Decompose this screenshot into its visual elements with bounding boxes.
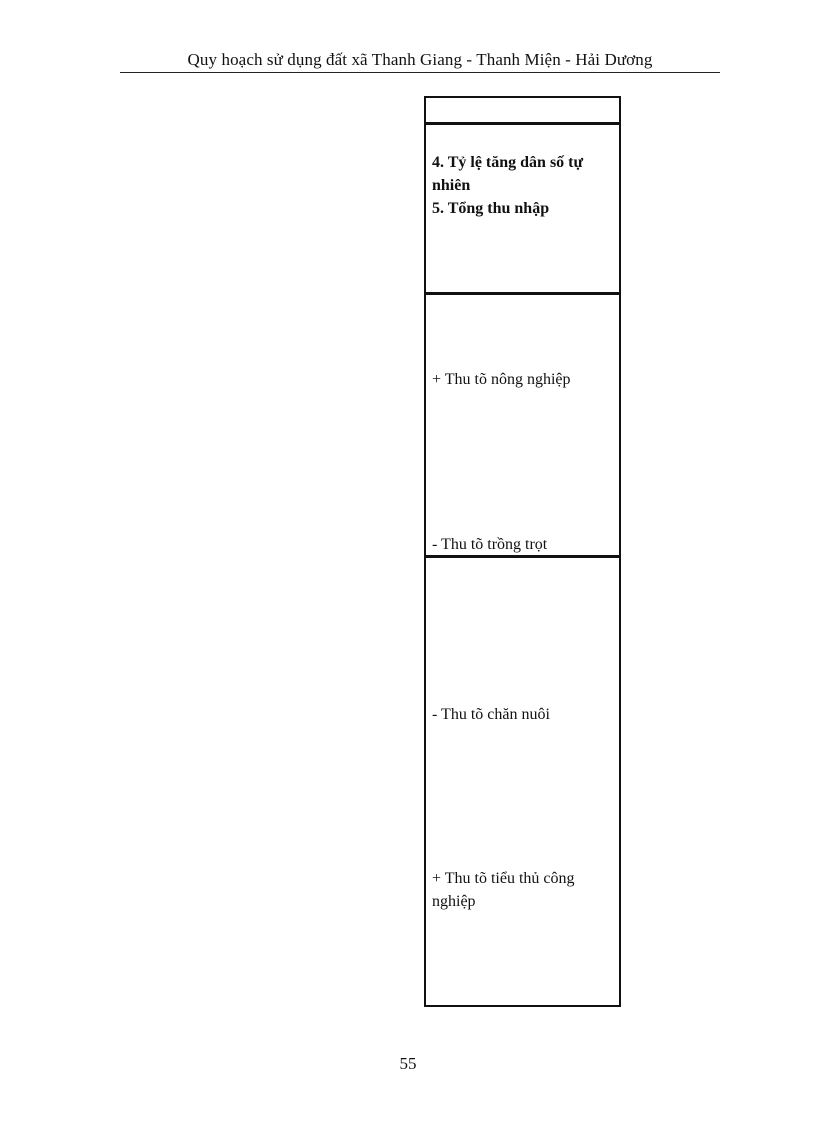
table-cell-handicraft-income: + Thu tõ tiểu thủ công nghiệp [432, 870, 575, 910]
table-cell-population-growth: 4. Tỷ lệ tăng dân số tự nhiên [432, 154, 584, 194]
table-header-divider [424, 122, 621, 125]
page-header-title: Quy hoạch sử dụng đất xã Thanh Giang - Thanh Miện - Hải Dương [120, 48, 720, 73]
page-number: 55 [399, 1054, 417, 1073]
table-cell-livestock-income: - Thu tõ chăn nuôi [432, 706, 550, 723]
table-cell-cultivation-income: - Thu tõ trồng trọt [432, 536, 548, 553]
table-row-divider [424, 292, 621, 295]
table-row-divider [424, 555, 621, 558]
data-table [424, 96, 621, 1007]
table-cell-total-income: 5. Tổng thu nhập [432, 200, 550, 217]
table-cell-agriculture-income: + Thu tõ nông nghiệp [432, 371, 571, 388]
